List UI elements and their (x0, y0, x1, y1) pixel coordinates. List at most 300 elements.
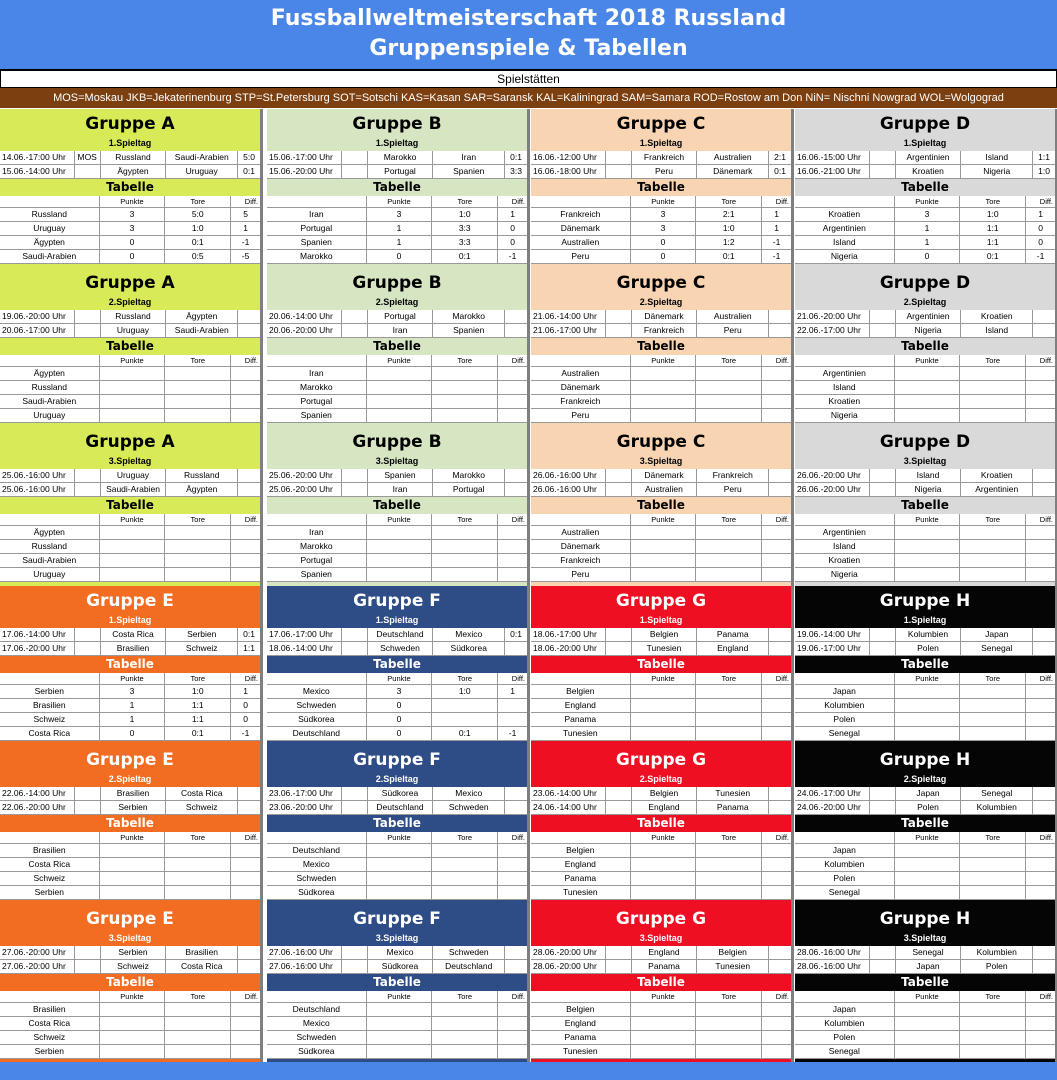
standing-diff[interactable] (1026, 526, 1055, 539)
standing-points[interactable] (631, 872, 697, 885)
standing-points[interactable] (631, 526, 697, 539)
match-result[interactable] (1033, 642, 1055, 655)
standing-points[interactable] (895, 844, 961, 857)
standing-points[interactable] (631, 568, 697, 581)
standing-goals[interactable] (960, 554, 1026, 567)
standing-diff[interactable] (498, 381, 527, 394)
match-result[interactable] (238, 960, 260, 973)
standing-goals[interactable] (696, 395, 762, 408)
standing-goals[interactable] (432, 1003, 498, 1016)
standing-points[interactable]: 1 (367, 222, 433, 235)
standing-diff[interactable] (1026, 554, 1055, 567)
match-row[interactable] (795, 165, 1055, 179)
standing-points[interactable] (895, 858, 961, 871)
match-row[interactable] (795, 469, 1055, 483)
standing-goals[interactable] (960, 367, 1026, 380)
match-row[interactable] (531, 151, 791, 165)
match-result[interactable] (238, 469, 260, 482)
standing-diff[interactable] (231, 526, 260, 539)
standing-diff[interactable] (762, 844, 791, 857)
standing-goals[interactable] (165, 844, 231, 857)
standing-goals[interactable] (696, 713, 762, 726)
standing-goals[interactable]: 2:1 (696, 208, 762, 221)
match-result[interactable] (769, 628, 791, 641)
standing-diff[interactable] (231, 381, 260, 394)
standing-goals[interactable] (432, 367, 498, 380)
standing-diff[interactable] (1026, 409, 1055, 422)
standing-diff[interactable]: -5 (241, 251, 250, 261)
standing-points[interactable] (100, 1031, 166, 1044)
standing-goals[interactable] (960, 713, 1026, 726)
standing-diff[interactable] (498, 409, 527, 422)
match-row[interactable] (795, 628, 1055, 642)
standing-points[interactable] (100, 554, 166, 567)
standing-points[interactable] (100, 526, 166, 539)
match-result[interactable] (1033, 628, 1055, 641)
standing-goals[interactable] (432, 699, 498, 712)
standing-diff[interactable] (1026, 727, 1055, 740)
standing-goals[interactable] (960, 568, 1026, 581)
standing-points[interactable]: 0 (631, 250, 697, 263)
match-row[interactable] (795, 801, 1055, 815)
standing-goals[interactable] (960, 858, 1026, 871)
match-result[interactable] (769, 310, 791, 323)
standing-points[interactable] (631, 699, 697, 712)
match-result[interactable] (769, 483, 791, 496)
standing-points[interactable]: 1 (100, 713, 166, 726)
standing-points[interactable] (100, 395, 166, 408)
match-result[interactable] (505, 483, 527, 496)
match-result[interactable] (769, 787, 791, 800)
standing-points[interactable] (631, 409, 697, 422)
standing-diff[interactable] (762, 1045, 791, 1058)
standing-points[interactable] (367, 1003, 433, 1016)
standing-goals[interactable]: 0:5 (165, 250, 231, 263)
standing-diff[interactable] (762, 381, 791, 394)
standing-diff[interactable] (498, 1003, 527, 1016)
standing-points[interactable] (895, 727, 961, 740)
standing-diff[interactable]: 1 (510, 686, 515, 696)
standing-goals[interactable] (960, 1017, 1026, 1030)
standing-goals[interactable] (696, 554, 762, 567)
standing-diff[interactable] (1026, 395, 1055, 408)
standing-points[interactable] (631, 1045, 697, 1058)
match-row[interactable] (531, 787, 791, 801)
standing-points[interactable] (100, 858, 166, 871)
standing-goals[interactable]: 5:0 (165, 208, 231, 221)
standing-diff[interactable] (231, 409, 260, 422)
standing-diff[interactable]: 1 (510, 209, 515, 219)
standing-goals[interactable] (960, 526, 1026, 539)
standing-goals[interactable] (432, 1045, 498, 1058)
standing-points[interactable] (100, 409, 166, 422)
standing-goals[interactable] (960, 685, 1026, 698)
standing-diff[interactable] (762, 568, 791, 581)
standing-points[interactable]: 0 (367, 250, 433, 263)
standing-diff[interactable]: 1 (774, 209, 779, 219)
standing-goals[interactable] (960, 395, 1026, 408)
match-result[interactable] (1033, 324, 1055, 337)
match-row[interactable] (795, 151, 1055, 165)
standing-diff[interactable]: 1 (243, 223, 248, 233)
standing-points[interactable] (895, 1003, 961, 1016)
standing-points[interactable] (895, 568, 961, 581)
standing-diff[interactable] (498, 367, 527, 380)
standing-diff[interactable]: 1 (1038, 209, 1043, 219)
match-result[interactable] (769, 946, 791, 959)
standing-goals[interactable]: 0:1 (432, 250, 498, 263)
standing-goals[interactable] (960, 1045, 1026, 1058)
match-result[interactable]: 0:1 (510, 629, 522, 639)
standing-points[interactable] (100, 540, 166, 553)
match-result[interactable] (505, 642, 527, 655)
standing-points[interactable] (100, 367, 166, 380)
standing-goals[interactable] (165, 395, 231, 408)
standing-goals[interactable] (432, 886, 498, 899)
match-result[interactable] (238, 310, 260, 323)
match-row[interactable] (0, 165, 260, 179)
standing-goals[interactable] (696, 568, 762, 581)
standing-points[interactable]: 3 (895, 208, 961, 221)
match-row[interactable] (531, 628, 791, 642)
standing-goals[interactable] (165, 1003, 231, 1016)
match-result[interactable] (1033, 787, 1055, 800)
standing-points[interactable]: 1 (895, 236, 961, 249)
standing-points[interactable] (100, 381, 166, 394)
standing-points[interactable] (100, 568, 166, 581)
standing-points[interactable]: 1 (100, 699, 166, 712)
standing-diff[interactable] (1026, 540, 1055, 553)
standing-points[interactable] (631, 844, 697, 857)
standing-goals[interactable] (696, 699, 762, 712)
match-row[interactable] (267, 310, 527, 324)
standing-diff[interactable] (1026, 1031, 1055, 1044)
standing-diff[interactable]: -1 (508, 251, 517, 261)
standing-diff[interactable] (231, 1003, 260, 1016)
standing-diff[interactable]: 0 (1038, 223, 1043, 233)
match-result[interactable] (505, 310, 527, 323)
match-result[interactable] (769, 642, 791, 655)
match-row[interactable] (531, 960, 791, 974)
standing-diff[interactable] (1026, 699, 1055, 712)
standing-points[interactable]: 0 (100, 727, 166, 740)
standing-goals[interactable] (432, 568, 498, 581)
standing-goals[interactable] (165, 367, 231, 380)
match-row[interactable] (0, 628, 260, 642)
standing-goals[interactable]: 1:2 (696, 236, 762, 249)
match-row[interactable] (267, 324, 527, 338)
standing-diff[interactable] (762, 858, 791, 871)
standing-diff[interactable] (762, 554, 791, 567)
standing-points[interactable] (367, 1031, 433, 1044)
standing-points[interactable]: 3 (367, 208, 433, 221)
standing-points[interactable] (895, 685, 961, 698)
match-row[interactable] (795, 960, 1055, 974)
standing-diff[interactable] (231, 568, 260, 581)
standing-goals[interactable] (165, 886, 231, 899)
match-result[interactable] (505, 960, 527, 973)
match-row[interactable] (0, 642, 260, 656)
standing-goals[interactable] (696, 844, 762, 857)
match-result[interactable] (505, 787, 527, 800)
match-result[interactable] (769, 469, 791, 482)
standing-goals[interactable] (960, 409, 1026, 422)
standing-diff[interactable] (1026, 886, 1055, 899)
standing-points[interactable]: 0 (367, 713, 433, 726)
match-result[interactable]: 1:1 (243, 643, 255, 653)
standing-goals[interactable] (432, 409, 498, 422)
match-row[interactable] (267, 628, 527, 642)
match-result[interactable]: 0:1 (243, 629, 255, 639)
standing-points[interactable]: 0 (367, 727, 433, 740)
standing-diff[interactable] (1026, 713, 1055, 726)
match-row[interactable] (0, 324, 260, 338)
match-row[interactable] (0, 483, 260, 497)
standing-points[interactable] (100, 872, 166, 885)
standing-points[interactable] (895, 409, 961, 422)
standing-points[interactable] (631, 1003, 697, 1016)
match-row[interactable] (531, 642, 791, 656)
standing-diff[interactable] (762, 713, 791, 726)
match-row[interactable] (531, 165, 791, 179)
standing-points[interactable] (895, 540, 961, 553)
standing-points[interactable] (631, 381, 697, 394)
standing-diff[interactable] (498, 1017, 527, 1030)
standing-diff[interactable] (1026, 367, 1055, 380)
match-row[interactable] (267, 946, 527, 960)
match-result[interactable] (238, 801, 260, 814)
standing-goals[interactable] (696, 409, 762, 422)
match-row[interactable] (267, 483, 527, 497)
standing-goals[interactable]: 3:3 (432, 236, 498, 249)
standing-goals[interactable] (696, 1003, 762, 1016)
standing-diff[interactable] (498, 540, 527, 553)
standing-diff[interactable]: 1 (774, 223, 779, 233)
standing-points[interactable] (631, 858, 697, 871)
standing-diff[interactable] (1026, 872, 1055, 885)
standing-diff[interactable] (231, 1017, 260, 1030)
standing-diff[interactable] (231, 844, 260, 857)
standing-goals[interactable] (432, 872, 498, 885)
match-row[interactable] (0, 946, 260, 960)
match-row[interactable] (267, 960, 527, 974)
standing-points[interactable]: 3 (631, 222, 697, 235)
standing-goals[interactable]: 1:1 (165, 699, 231, 712)
standing-points[interactable] (367, 1017, 433, 1030)
standing-points[interactable] (631, 540, 697, 553)
standing-goals[interactable]: 1:1 (960, 236, 1026, 249)
standing-goals[interactable]: 3:3 (432, 222, 498, 235)
standing-goals[interactable] (432, 1017, 498, 1030)
standing-points[interactable] (100, 1017, 166, 1030)
standing-points[interactable]: 0 (631, 236, 697, 249)
standing-points[interactable]: 1 (895, 222, 961, 235)
standing-goals[interactable] (696, 381, 762, 394)
standing-diff[interactable] (1026, 1045, 1055, 1058)
match-result[interactable] (1033, 801, 1055, 814)
standing-points[interactable] (367, 568, 433, 581)
standing-diff[interactable] (1026, 568, 1055, 581)
standing-goals[interactable] (165, 1031, 231, 1044)
standing-points[interactable] (631, 1017, 697, 1030)
match-row[interactable] (531, 946, 791, 960)
standing-diff[interactable]: -1 (241, 237, 250, 247)
standing-diff[interactable] (231, 367, 260, 380)
match-row[interactable] (795, 310, 1055, 324)
match-result[interactable]: 0:1 (510, 152, 522, 162)
standing-points[interactable]: 3 (100, 208, 166, 221)
standing-goals[interactable] (432, 713, 498, 726)
standing-points[interactable]: 3 (367, 685, 433, 698)
standing-goals[interactable] (165, 858, 231, 871)
match-row[interactable] (267, 787, 527, 801)
standing-goals[interactable] (696, 1031, 762, 1044)
standing-goals[interactable] (696, 886, 762, 899)
standing-diff[interactable] (762, 367, 791, 380)
standing-diff[interactable] (498, 886, 527, 899)
standing-goals[interactable] (432, 395, 498, 408)
match-row[interactable] (795, 483, 1055, 497)
standing-goals[interactable] (960, 1003, 1026, 1016)
match-result[interactable] (769, 324, 791, 337)
standing-diff[interactable] (498, 872, 527, 885)
standing-points[interactable] (631, 713, 697, 726)
standing-goals[interactable] (960, 844, 1026, 857)
standing-points[interactable] (631, 886, 697, 899)
standing-points[interactable] (895, 886, 961, 899)
match-row[interactable] (0, 801, 260, 815)
match-result[interactable] (1033, 960, 1055, 973)
standing-points[interactable] (631, 1031, 697, 1044)
match-result[interactable] (505, 946, 527, 959)
standing-diff[interactable]: -1 (772, 251, 781, 261)
standing-diff[interactable] (762, 1031, 791, 1044)
standing-goals[interactable] (165, 540, 231, 553)
standing-points[interactable] (631, 395, 697, 408)
match-row[interactable] (531, 310, 791, 324)
match-row[interactable] (0, 469, 260, 483)
standing-diff[interactable] (498, 554, 527, 567)
standing-diff[interactable] (762, 685, 791, 698)
match-row[interactable] (531, 469, 791, 483)
standing-diff[interactable]: 1 (243, 686, 248, 696)
standing-points[interactable] (631, 554, 697, 567)
match-row[interactable] (267, 469, 527, 483)
standing-diff[interactable]: 0 (510, 237, 515, 247)
match-row[interactable] (267, 801, 527, 815)
standing-points[interactable]: 0 (895, 250, 961, 263)
standing-diff[interactable] (1026, 1003, 1055, 1016)
standing-goals[interactable] (165, 409, 231, 422)
standing-diff[interactable] (762, 727, 791, 740)
match-row[interactable] (267, 165, 527, 179)
standing-points[interactable]: 3 (631, 208, 697, 221)
standing-diff[interactable] (498, 699, 527, 712)
standing-points[interactable] (100, 1045, 166, 1058)
match-result[interactable]: 0:1 (774, 166, 786, 176)
standing-points[interactable]: 3 (100, 685, 166, 698)
standing-points[interactable] (895, 699, 961, 712)
match-row[interactable] (531, 801, 791, 815)
standing-diff[interactable] (231, 540, 260, 553)
standing-points[interactable]: 0 (100, 250, 166, 263)
match-row[interactable] (531, 483, 791, 497)
standing-points[interactable] (631, 685, 697, 698)
standing-goals[interactable]: 1:0 (432, 685, 498, 698)
standing-diff[interactable] (1026, 381, 1055, 394)
standing-points[interactable] (367, 554, 433, 567)
match-result[interactable]: 1:0 (1038, 166, 1050, 176)
standing-goals[interactable] (165, 1017, 231, 1030)
standing-goals[interactable]: 0:1 (165, 727, 231, 740)
match-result[interactable]: 0:1 (243, 166, 255, 176)
standing-goals[interactable] (165, 872, 231, 885)
standing-goals[interactable] (960, 699, 1026, 712)
standing-goals[interactable]: 1:0 (696, 222, 762, 235)
standing-points[interactable] (367, 381, 433, 394)
standing-diff[interactable] (762, 395, 791, 408)
standing-goals[interactable]: 1:0 (165, 222, 231, 235)
standing-diff[interactable] (498, 844, 527, 857)
standing-diff[interactable]: 0 (1038, 237, 1043, 247)
standing-points[interactable] (631, 727, 697, 740)
standing-points[interactable] (895, 1045, 961, 1058)
match-row[interactable] (795, 787, 1055, 801)
standing-diff[interactable] (762, 699, 791, 712)
standing-points[interactable] (367, 395, 433, 408)
match-result[interactable] (769, 960, 791, 973)
match-result[interactable] (238, 787, 260, 800)
match-result[interactable] (1033, 946, 1055, 959)
standing-points[interactable]: 1 (367, 236, 433, 249)
standing-goals[interactable] (696, 858, 762, 871)
standing-points[interactable] (895, 554, 961, 567)
standing-goals[interactable]: 1:0 (960, 208, 1026, 221)
match-result[interactable] (505, 469, 527, 482)
match-result[interactable] (238, 324, 260, 337)
standing-points[interactable] (631, 367, 697, 380)
standing-points[interactable] (895, 367, 961, 380)
match-result[interactable] (769, 801, 791, 814)
standing-diff[interactable]: 0 (243, 714, 248, 724)
standing-points[interactable] (367, 872, 433, 885)
match-result[interactable]: 2:1 (774, 152, 786, 162)
standing-goals[interactable] (960, 727, 1026, 740)
standing-points[interactable] (100, 844, 166, 857)
standing-diff[interactable]: -1 (772, 237, 781, 247)
match-result[interactable]: 5:0 (243, 152, 255, 162)
standing-diff[interactable] (231, 858, 260, 871)
standing-goals[interactable] (960, 1031, 1026, 1044)
match-row[interactable] (531, 324, 791, 338)
standing-points[interactable] (367, 844, 433, 857)
standing-diff[interactable] (231, 554, 260, 567)
standing-diff[interactable] (498, 568, 527, 581)
standing-points[interactable] (367, 409, 433, 422)
standing-goals[interactable]: 0:1 (165, 236, 231, 249)
match-row[interactable] (0, 787, 260, 801)
standing-diff[interactable] (762, 872, 791, 885)
standing-points[interactable] (367, 367, 433, 380)
standing-goals[interactable] (696, 1045, 762, 1058)
standing-diff[interactable] (498, 395, 527, 408)
match-result[interactable] (505, 801, 527, 814)
standing-diff[interactable]: 0 (243, 700, 248, 710)
standing-goals[interactable]: 1:1 (165, 713, 231, 726)
match-result[interactable] (1033, 310, 1055, 323)
standing-diff[interactable]: -1 (241, 728, 250, 738)
match-row[interactable] (0, 310, 260, 324)
